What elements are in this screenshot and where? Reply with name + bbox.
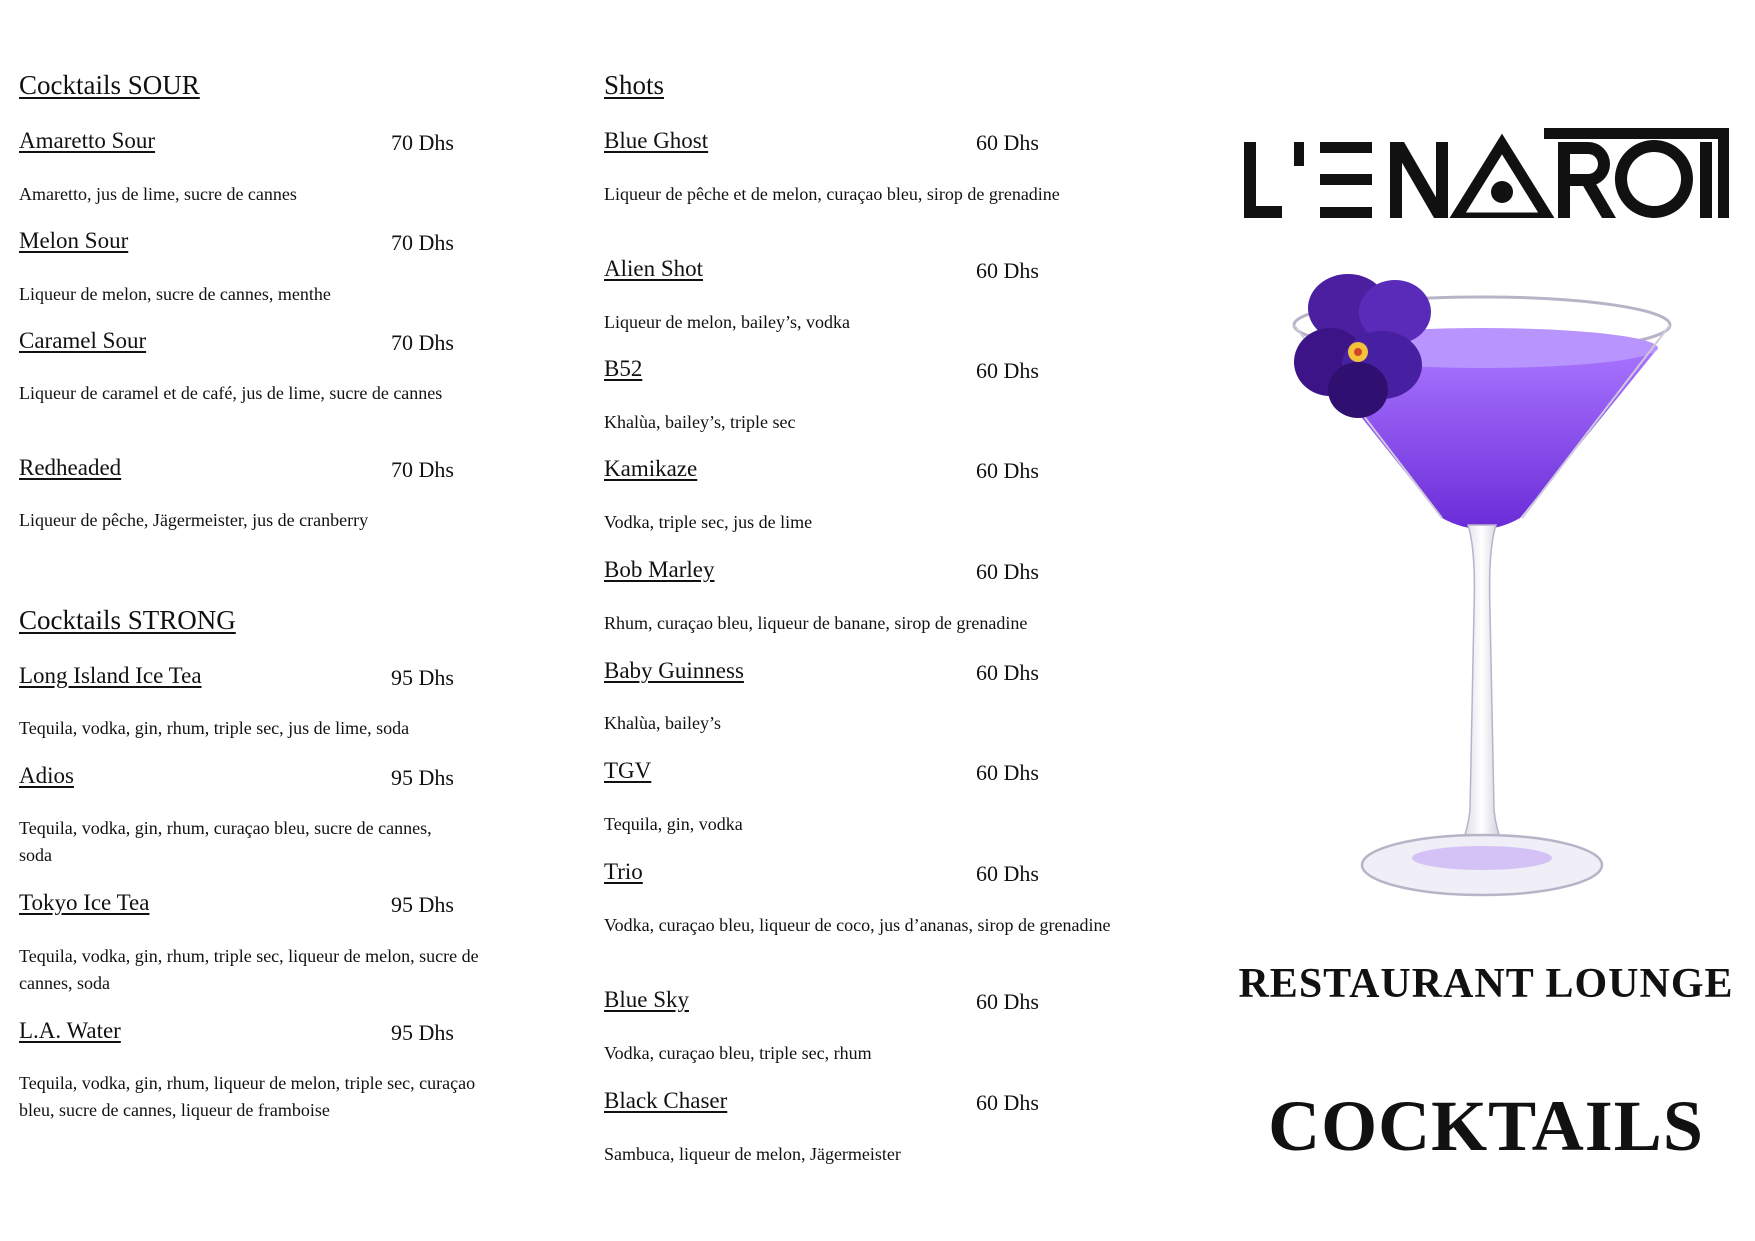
- section-title-sour: Cocktails SOUR: [19, 70, 200, 100]
- item-price: 60 Dhs: [976, 861, 1039, 886]
- logo-lettering: [1244, 142, 1448, 218]
- brand-logo: [1244, 128, 1729, 218]
- item-price: 60 Dhs: [976, 559, 1039, 584]
- item-name-blue-sky: Blue Sky: [604, 987, 689, 1012]
- item-price: 60 Dhs: [976, 258, 1039, 283]
- item-price: 70 Dhs: [391, 230, 454, 255]
- section-title-strong: Cocktails STRONG: [19, 605, 236, 635]
- item-price: 60 Dhs: [976, 989, 1039, 1014]
- item-price: 95 Dhs: [391, 765, 454, 790]
- restaurant-tagline: RESTAURANT LOUNGE: [1238, 961, 1734, 1007]
- item-description: Vodka, curaçao bleu, triple sec, rhum: [604, 1043, 872, 1063]
- item-price: 70 Dhs: [391, 457, 454, 482]
- item-price: 60 Dhs: [976, 1090, 1039, 1115]
- item-description: Amaretto, jus de lime, sucre de cannes: [19, 184, 297, 204]
- item-price: 95 Dhs: [391, 665, 454, 690]
- martini-glass-with-violet-flower-icon: [1230, 250, 1730, 940]
- item-name-baby-guinness: Baby Guinness: [604, 658, 744, 683]
- item-description: Liqueur de melon, bailey’s, vodka: [604, 312, 850, 332]
- item-description: Sambuca, liqueur de melon, Jägermeister: [604, 1144, 901, 1164]
- menu-title: COCKTAILS: [1268, 1086, 1704, 1166]
- triangle-eye-icon: [1456, 144, 1548, 218]
- item-name-tgv: TGV: [604, 758, 652, 783]
- item-description: Liqueur de melon, sucre de cannes, menthe: [19, 284, 331, 304]
- item-description: Tequila, vodka, gin, rhum, triple sec, jus de lime, soda: [19, 718, 410, 738]
- item-price: 70 Dhs: [391, 330, 454, 355]
- item-name-redheaded: Redheaded: [19, 455, 122, 480]
- item-name-trio: Trio: [604, 859, 643, 884]
- item-description: Rhum, curaçao bleu, liqueur de banane, sirop de grenadine: [604, 613, 1028, 633]
- item-description: Tequila, vodka, gin, rhum, triple sec, liqueur de melon, sucre de cannes, soda: [19, 946, 479, 993]
- item-description: Tequila, gin, vodka: [604, 814, 743, 834]
- item-name-black-chaser: Black Chaser: [604, 1088, 728, 1113]
- item-name-bob-marley: Bob Marley: [604, 557, 715, 582]
- item-name-b52: B52: [604, 356, 643, 381]
- item-price: 95 Dhs: [391, 1020, 454, 1045]
- item-name-long-island-ice-tea: Long Island Ice Tea: [19, 663, 202, 688]
- item-description: Khalùa, bailey’s, triple sec: [604, 412, 796, 432]
- item-price: 95 Dhs: [391, 892, 454, 917]
- item-description: Liqueur de pêche et de melon, curaçao bleu, sirop de grenadine: [604, 184, 1060, 204]
- item-name-la-water: L.A. Water: [19, 1018, 121, 1043]
- item-description: Khalùa, bailey’s: [604, 713, 721, 733]
- item-description: Tequila, vodka, gin, rhum, liqueur de melon, triple sec, curaçao bleu, sucre de cannes, liqueur de framboise: [19, 1073, 476, 1120]
- item-name-adios: Adios: [19, 763, 74, 788]
- item-price: 60 Dhs: [976, 358, 1039, 383]
- item-name-caramel-sour: Caramel Sour: [19, 328, 147, 353]
- item-price: 60 Dhs: [976, 760, 1039, 785]
- item-description: Vodka, triple sec, jus de lime: [604, 512, 813, 532]
- item-name-blue-ghost: Blue Ghost: [604, 128, 709, 153]
- item-price: 60 Dhs: [976, 130, 1039, 155]
- item-description: Vodka, curaçao bleu, liqueur de coco, jus d’ananas, sirop de grenadine: [604, 915, 1111, 935]
- item-name-melon-sour: Melon Sour: [19, 228, 129, 253]
- item-description: Tequila, vodka, gin, rhum, curaçao bleu, sucre de cannes, soda: [19, 818, 432, 865]
- item-description: Liqueur de pêche, Jägermeister, jus de cranberry: [19, 510, 369, 530]
- glass-stem: [1460, 525, 1504, 848]
- item-price: 60 Dhs: [976, 458, 1039, 483]
- section-title-shots: Shots: [604, 70, 665, 100]
- item-name-amaretto-sour: Amaretto Sour: [19, 128, 156, 153]
- item-description: Liqueur de caramel et de café, jus de lime, sucre de cannes: [19, 383, 443, 403]
- item-price: 60 Dhs: [976, 660, 1039, 685]
- logo-lettering-end: [1544, 128, 1729, 218]
- item-name-kamikaze: Kamikaze: [604, 456, 698, 481]
- item-name-tokyo-ice-tea: Tokyo Ice Tea: [19, 890, 150, 915]
- item-price: 70 Dhs: [391, 130, 454, 155]
- item-name-alien-shot: Alien Shot: [604, 256, 704, 281]
